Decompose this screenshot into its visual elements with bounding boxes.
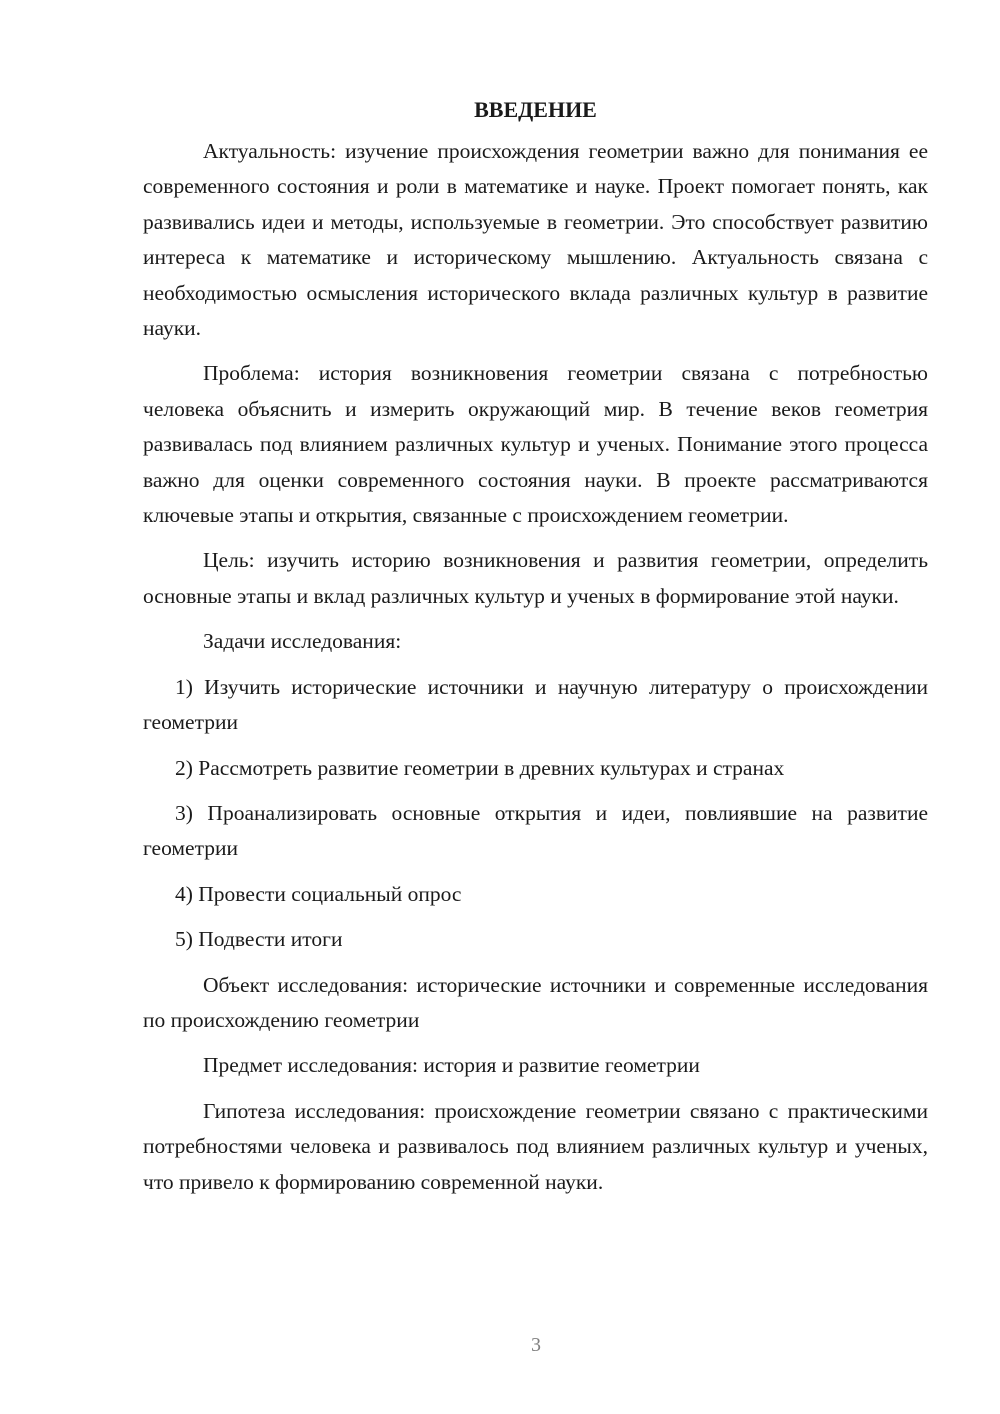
page-number: 3 — [531, 1334, 541, 1356]
task-item-5: 5) Подвести итоги — [175, 927, 343, 952]
paragraph-tasks-heading: Задачи исследования: — [203, 629, 402, 654]
task-item-4: 4) Провести социальный опрос — [175, 881, 462, 906]
task-item-3: 3) Проанализировать основные открытия и идеи, повлиявшие на развитие геометрии — [143, 800, 928, 861]
task-item-1: 1) Изучить исторические источники и научную литературу о происхождении геометрии — [143, 674, 928, 735]
paragraph-object: Объект исследования: исторические источники и современные исследования по происхождению геометрии — [143, 972, 928, 1032]
section-title: ВВЕДЕНИЕ — [474, 97, 597, 122]
task-item-2: 2) Рассмотреть развитие геометрии в древних культурах и странах — [175, 755, 785, 780]
paragraph-subject: Предмет исследования: история и развитие геометрии — [203, 1053, 700, 1078]
paragraph-problem: Проблема: история возникновения геометрии связана с потребностью человека объяснить и измерить окружающий мир. В течение веков геометрия развивалась под влиянием различных культур и ученых. Понимание этого процесса важно для оценки современного состояния науки. В проекте рассматриваются ключевые этапы и открытия, связанные с происхождением геометрии. — [143, 361, 928, 528]
document-page — [143, 94, 928, 1210]
paragraph-hypothesis: Гипотеза исследования: происхождение геометрии связано с практическими потребностями человека и развивалось под влиянием различных культур и ученых, что привело к формированию современной науки. — [143, 1098, 928, 1194]
paragraph-goal: Цель: изучить историю возникновения и развития геометрии, определить основные этапы и вклад различных культур и ученых в формирование этой науки. — [143, 548, 928, 608]
paragraph-relevance: Актуальность: изучение происхождения геометрии важно для понимания ее современного состояния и роли в математике и науке. Проект помогает понять, как развивались идеи и методы, используемые в геометрии. Это способствует развитию интереса к математике и историческому мышлению. Актуальность связана с необходимостью осмысления исторического вклада различных культур в развитие науки. — [143, 139, 928, 341]
